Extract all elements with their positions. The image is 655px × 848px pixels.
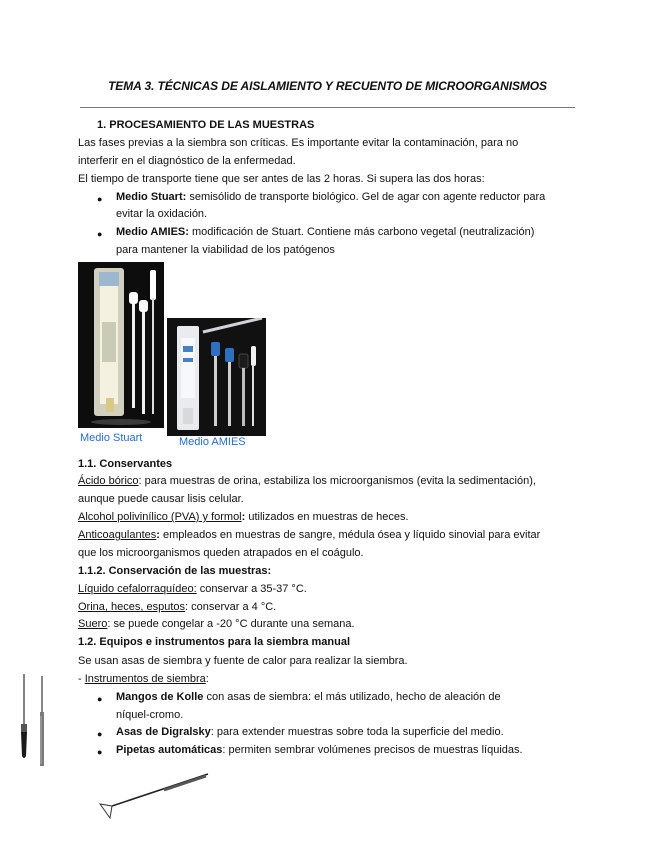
definition: conservar a 35-37 °C.: [196, 583, 307, 595]
term: Mangos de Kolle: [116, 691, 204, 703]
dash: -: [78, 673, 85, 685]
bullet-item-amies: [116, 225, 534, 239]
section-heading-conservantes: 1.1. Conservantes: [78, 458, 173, 470]
bullet-item-pipetas: [116, 743, 523, 757]
term: Anticoagulantes: [78, 529, 157, 541]
bullet-icon: ●: [97, 229, 103, 239]
definition: utilizados en muestras de heces.: [245, 511, 409, 523]
caption-amies: Medio AMIES: [179, 436, 246, 448]
section-heading-conservacion: 1.1.2. Conservación de las muestras:: [78, 565, 272, 577]
paragraph-line: [78, 474, 536, 488]
term: Líquido cefalorraquídeo:: [78, 583, 197, 595]
caption-stuart: Medio Stuart: [80, 432, 143, 444]
paragraph-line: [78, 600, 276, 614]
term: Medio Stuart:: [116, 191, 187, 203]
definition: : para muestras de orina, estabiliza los microorganismos (evita la sedimentación),: [138, 475, 536, 487]
definition: : conservar a 4 °C.: [185, 601, 277, 613]
bullet-icon: ●: [97, 194, 103, 204]
paragraph-line: [78, 672, 209, 686]
paragraph-line: [78, 582, 307, 596]
paragraph-line: que los microorganismos queden atrapados en el coágulo.: [78, 547, 364, 559]
paragraph-line: Las fases previas a la siembra son críticas. Es importante evitar la contaminación, para no: [78, 137, 519, 149]
term: Ácido bórico: [78, 475, 139, 487]
title-divider: [80, 107, 575, 108]
definition: con asas de siembra: el más utilizado, hecho de aleación de: [203, 691, 501, 703]
paragraph-line: Se usan asas de siembra y fuente de calor para realizar la siembra.: [78, 655, 408, 667]
bullet-item-digralsky: [116, 725, 504, 739]
term: Suero: [78, 618, 108, 630]
term: Pipetas automáticas: [116, 744, 223, 756]
bullet-icon: ●: [97, 729, 103, 739]
kolle-handle-illustration: [14, 672, 54, 772]
bullet-icon: ●: [97, 747, 103, 757]
term: Alcohol polivinílico (PVA) y formol: [78, 511, 242, 523]
paragraph-line: [78, 510, 409, 524]
colon: :: [156, 529, 160, 541]
paragraph-line: El tiempo de transporte tiene que ser antes de las 2 horas. Si supera las dos horas:: [78, 173, 485, 185]
bullet-item-kolle: [116, 690, 501, 704]
paragraph-line: aunque puede causar lisis celular.: [78, 493, 244, 505]
bullet-item-stuart: [116, 190, 545, 204]
colon: :: [205, 673, 209, 685]
bullet-continuation: para mantener la viabilidad de los patógenos: [116, 244, 335, 256]
colon: :: [241, 511, 246, 523]
section-heading-equipos: 1.2. Equipos e instrumentos para la siembra manual: [78, 636, 351, 648]
paragraph-line: interferir en el diagnóstico de la enfermedad.: [78, 155, 296, 167]
stuart-swab-photo: [78, 262, 164, 428]
drigalski-spreader-illustration: [96, 770, 216, 822]
bullet-continuation: níquel-cromo.: [116, 709, 184, 721]
definition: : se puede congelar a -20 °C durante una semana.: [107, 618, 355, 630]
definition: empleados en muestras de sangre, médula ósea y líquido sinovial para evitar: [159, 529, 541, 541]
paragraph-line: [78, 528, 540, 542]
definition: : para extender muestras sobre toda la superficie del medio.: [210, 726, 504, 738]
bullet-icon: ●: [97, 694, 103, 704]
bullet-continuation: evitar la oxidación.: [116, 208, 208, 220]
amies-swab-photo: [167, 318, 266, 436]
term: Asas de Digralsky: [116, 726, 211, 738]
definition: semisólido de transporte biológico. Gel de agar con agente reductor para: [186, 191, 546, 203]
term: Instrumentos de siembra: [84, 673, 206, 685]
term: Orina, heces, esputos: [78, 601, 186, 613]
definition: modificación de Stuart. Contiene más carbono vegetal (neutralización): [188, 226, 535, 238]
definition: : permiten sembrar volúmenes precisos de muestras líquidas.: [222, 744, 523, 756]
paragraph-line: [78, 617, 355, 631]
term: Medio AMIES:: [116, 226, 189, 238]
document-title: TEMA 3. TÉCNICAS DE AISLAMIENTO Y RECUENTO DE MICROORGANISMOS: [108, 79, 547, 93]
section-heading-procesamiento: 1. PROCESAMIENTO DE LAS MUESTRAS: [97, 119, 315, 131]
